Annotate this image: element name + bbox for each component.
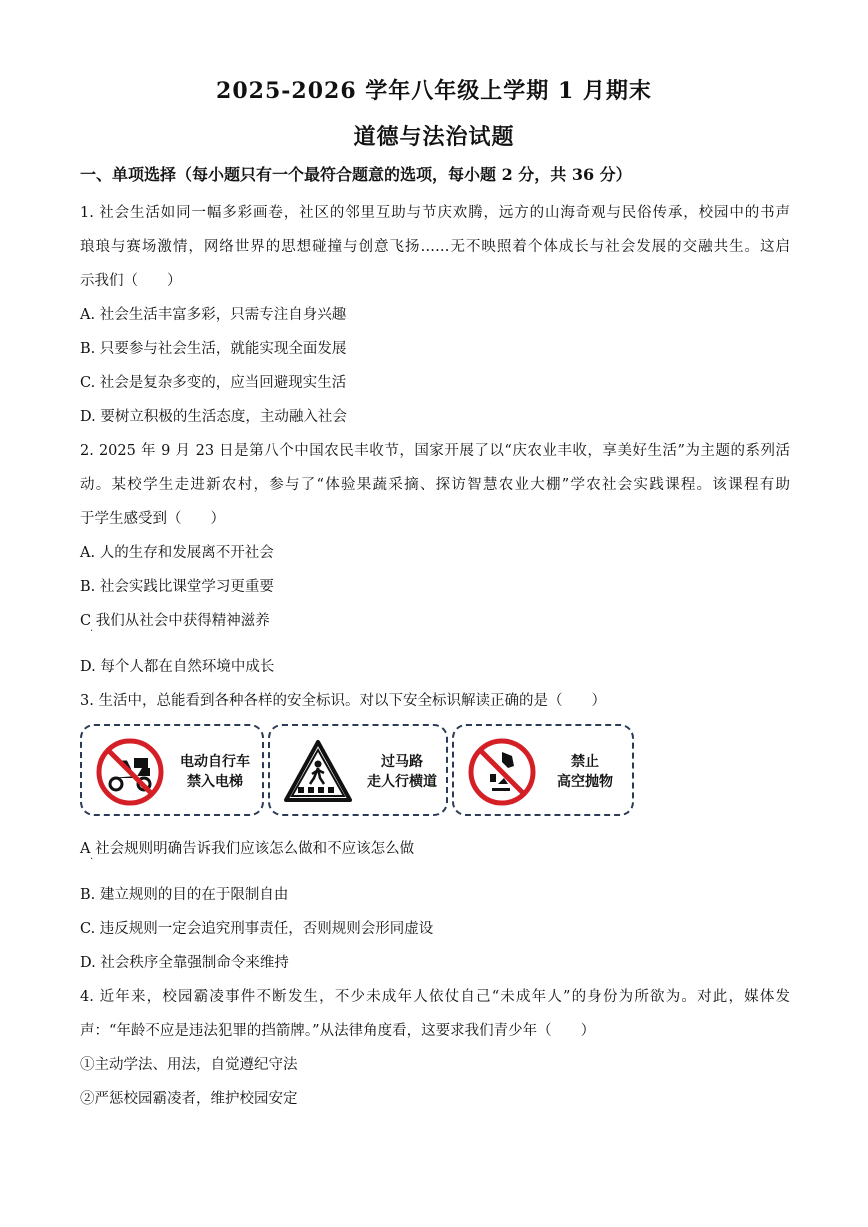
q4-stem-line2: 声：“年龄不应是违法犯罪的挡箭牌。”从法律角度看，这要求我们青少年（ ） bbox=[80, 1023, 596, 1039]
q2-option-a: A. 人的生存和发展离不开社会 bbox=[80, 545, 274, 561]
sign-no-ebike bbox=[80, 724, 264, 816]
q2-stem-line1: 2. 2025 年 9 月 23 日是第八个中国农民丰收节，国家开展了以“庆农业丰收，享美好生活”为主题的系列活 bbox=[80, 443, 790, 459]
sign-no-ebike-line2: 禁入电梯 bbox=[187, 774, 243, 790]
section-heading: 一、单项选择（每小题只有一个最符合题意的选项，每小题 2 分，共 36 分） bbox=[80, 165, 632, 184]
exam-subtitle: 道德与法治试题 bbox=[353, 124, 515, 150]
sign-no-ebike-line1: 电动自行车 bbox=[180, 754, 250, 770]
q1-option-a: A. 社会生活丰富多彩，只需专注自身兴趣 bbox=[80, 307, 347, 323]
exam-title: 2025-2026 学年八年级上学期 1 月期末 bbox=[216, 78, 652, 104]
sign-crosswalk-line1: 过马路 bbox=[381, 754, 423, 770]
q2-option-d: D. 每个人都在自然环境中成长 bbox=[80, 659, 275, 675]
q1-stem-line1: 1. 社会生活如同一幅多彩画卷，社区的邻里互助与节庆欢腾，远方的山海奇观与民俗传承，校园中的书声 bbox=[80, 205, 790, 221]
pedestrian-crossing-icon bbox=[284, 738, 352, 806]
no-throwing-icon bbox=[468, 738, 536, 806]
sign-crosswalk-line2: 走人行横道 bbox=[367, 774, 437, 790]
q3-option-c: C. 违反规则一定会追究刑事责任，否则规则会形同虚设 bbox=[80, 921, 434, 937]
q2-stem-line3: 于学生感受到（ ） bbox=[80, 511, 225, 527]
q4-item-2: ②严惩校园霸凌者，维护校园安定 bbox=[80, 1091, 298, 1107]
q1-option-b: B. 只要参与社会生活，就能实现全面发展 bbox=[80, 341, 347, 357]
safety-signs bbox=[80, 724, 636, 818]
q3-option-d: D. 社会秩序全靠强制命令来维持 bbox=[80, 955, 289, 971]
q3-option-b: B. 建立规则的目的在于限制自由 bbox=[80, 887, 289, 903]
sign-crosswalk bbox=[268, 724, 448, 816]
q4-stem-line1: 4. 近年来，校园霸凌事件不断发生，不少未成年人依仗自己“未成年人”的身份为所欲为。对此，媒体发 bbox=[80, 989, 790, 1005]
q2-stem-line2: 动。某校学生走进新农村，参与了“体验果蔬采摘、探访智慧农业大棚”学农社会实践课程。该课程有助 bbox=[80, 477, 790, 493]
q1-option-c: C. 社会是复杂多变的，应当回避现实生活 bbox=[80, 375, 347, 391]
sign-no-throwing bbox=[452, 724, 634, 816]
q2-option-c: C 我们从社会中获得精神滋养 bbox=[80, 613, 270, 629]
q3-option-a: A 社会规则明确告诉我们应该怎么做和不应该怎么做 bbox=[80, 841, 415, 857]
q1-stem-line2: 琅琅与赛场激情，网络世界的思想碰撞与创意飞扬……无不映照着个体成长与社会发展的交融共生。这启 bbox=[80, 239, 790, 255]
no-ebike-icon bbox=[96, 738, 164, 806]
q4-item-1: ①主动学法、用法，自觉遵纪守法 bbox=[80, 1057, 298, 1073]
q1-option-d: D. 要树立积极的生活态度，主动融入社会 bbox=[80, 409, 347, 425]
q3-option-a-dot: · bbox=[90, 854, 94, 865]
sign-no-throwing-line1: 禁止 bbox=[571, 754, 599, 770]
q1-stem-line3: 示我们（ ） bbox=[80, 273, 182, 289]
sign-no-throwing-line2: 高空抛物 bbox=[557, 774, 613, 790]
q3-stem-line1: 3. 生活中，总能看到各种各样的安全标识。对以下安全标识解读正确的是（ ） bbox=[80, 693, 606, 709]
q2-option-c-dot: · bbox=[90, 626, 94, 637]
q2-option-b: B. 社会实践比课堂学习更重要 bbox=[80, 579, 274, 595]
